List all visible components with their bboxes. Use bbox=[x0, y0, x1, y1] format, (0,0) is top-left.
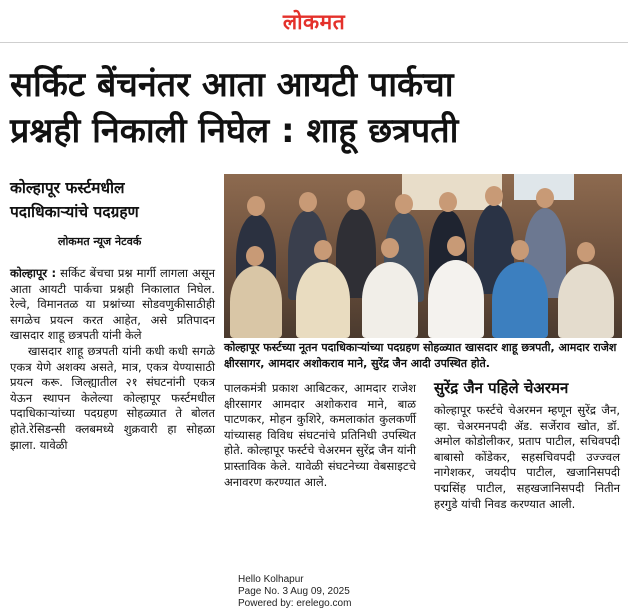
footer-page-date: Page No. 3 Aug 09, 2025 bbox=[238, 586, 350, 597]
photo-person-seated bbox=[230, 266, 282, 338]
photo-caption: कोल्हापूर फर्स्टच्या नूतन पदाधिकाऱ्यांच्या पदग्रहण सोहळ्यात खासदार शाहू छत्रपती, आमदार राजेश क्षीरसागर, आमदार अशोकराव माने, सुरेंद्र जैन आदी उपस्थित होते. bbox=[224, 341, 617, 370]
photo-person-seated bbox=[362, 262, 418, 338]
paragraph-2: खासदार शाहू छत्रपती यांनी कधी कधी सगळे एकत्र येणे अशक्य असते, मात्र, एकत्र येण्यासाठी प्रयत्न करू. जिल्ह्यातील २१ संघटनांनी एकत्र येऊन स्थापन केलेल्या कोल्हापूर फर्स्टमधील पदाधिकाऱ्यांच्या पदग्रहण सोहळ्यात ते बोलत होते.रेसिडन्सी क्लबमध्ये शुक्रवारी हा सोहळा झाला. यावेळी bbox=[10, 343, 215, 452]
photo-person-head bbox=[439, 192, 457, 212]
newspaper-logo: लोकमत bbox=[282, 10, 346, 34]
photo-person-head bbox=[246, 246, 264, 266]
headline-line-2: प्रश्नही निकाली निघेल : शाहू छत्रपती bbox=[10, 111, 459, 151]
footer-powered-by: Powered by: erelego.com bbox=[238, 598, 352, 609]
event-photo bbox=[224, 174, 622, 338]
photo-person-head bbox=[536, 188, 554, 208]
subhead-line-2: पदाधिकाऱ्यांचे पदग्रहण bbox=[10, 203, 139, 221]
byline: लोकमत न्यूज नेटवर्क bbox=[58, 235, 142, 248]
article-headline bbox=[10, 62, 622, 154]
photo-person-seated bbox=[492, 262, 548, 338]
footer-publication: Hello Kolhapur bbox=[238, 574, 304, 585]
photo-person-seated bbox=[296, 262, 350, 338]
headline-line-1: सर्किट बेंचनंतर आता आयटी पार्कचा bbox=[10, 65, 454, 105]
paragraph-1 bbox=[10, 266, 215, 344]
photo-person-head bbox=[447, 236, 465, 256]
article-subheadline bbox=[10, 176, 215, 224]
photo-person-seated bbox=[558, 264, 614, 338]
body-column-left bbox=[10, 266, 215, 453]
photo-person-head bbox=[395, 194, 413, 214]
photo-person-head bbox=[347, 190, 365, 210]
photo-person-head bbox=[485, 186, 503, 206]
page-footer bbox=[238, 574, 351, 610]
photo-person-head bbox=[247, 196, 265, 216]
side-story-body: कोल्हापूर फर्स्टचे चेअरमन म्हणून सुरेंद्र जैन, व्हा. चेअरमनपदी ॲड. सर्जेराव खोत, डॉ. अमोल कोडोलीकर, प्रताप पाटील, सचिवपदी बाबासो कोंडेकर, सहसचिवपदी उज्ज्वल नागेशकर, जयदीप पाटील, खजानिसपदी पद्मसिंह पाटील, सहखजानिसपदी नितीन हरगुडे यांची निवड करण्यात आली. bbox=[434, 403, 620, 511]
dateline: कोल्हापूर : bbox=[10, 266, 57, 280]
body-column-middle: पालकमंत्री प्रकाश आबिटकर, आमदार राजेश क्षीरसागर आमदार अशोकराव माने, बाळ पाटणकर, मोहन कुशिरे, कमलाकांत कुलकर्णी यांच्यासह विविध संघटनांचे प्रतिनिधी उपस्थित होते. कोल्हापूर फर्स्टचे चेअरमन सुरेंद्र जैन यांनी प्रास्ताविक केले. यावेळी संघटनेच्या वेबसाइटचे अनावरण करण्यात आले. bbox=[224, 381, 416, 489]
masthead bbox=[0, 0, 628, 44]
paragraph-1-text: सर्किट बेंचचा प्रश्न मार्गी लागला असून आता आयटी पार्कचा प्रश्नही निकालात निघेल. रेल्वे, विमानतळ या प्रश्नांच्या सोडवणुकीसाठीही सगळेच प्रयत्न करत आहेत, असे प्रतिपादन खासदार शाहू छत्रपती यांनी केले bbox=[10, 266, 215, 343]
photo-person-head bbox=[381, 238, 399, 258]
photo-person-head bbox=[314, 240, 332, 260]
photo-person-head bbox=[577, 242, 595, 262]
photo-person-seated bbox=[428, 260, 484, 338]
photo-person-head bbox=[511, 240, 529, 260]
photo-person-head bbox=[299, 192, 317, 212]
side-story-heading: सुरेंद्र जैन पहिले चेअरमन bbox=[434, 379, 569, 397]
subhead-line-1: कोल्हापूर फर्स्टमधील bbox=[10, 179, 125, 197]
masthead-rule bbox=[0, 42, 628, 43]
